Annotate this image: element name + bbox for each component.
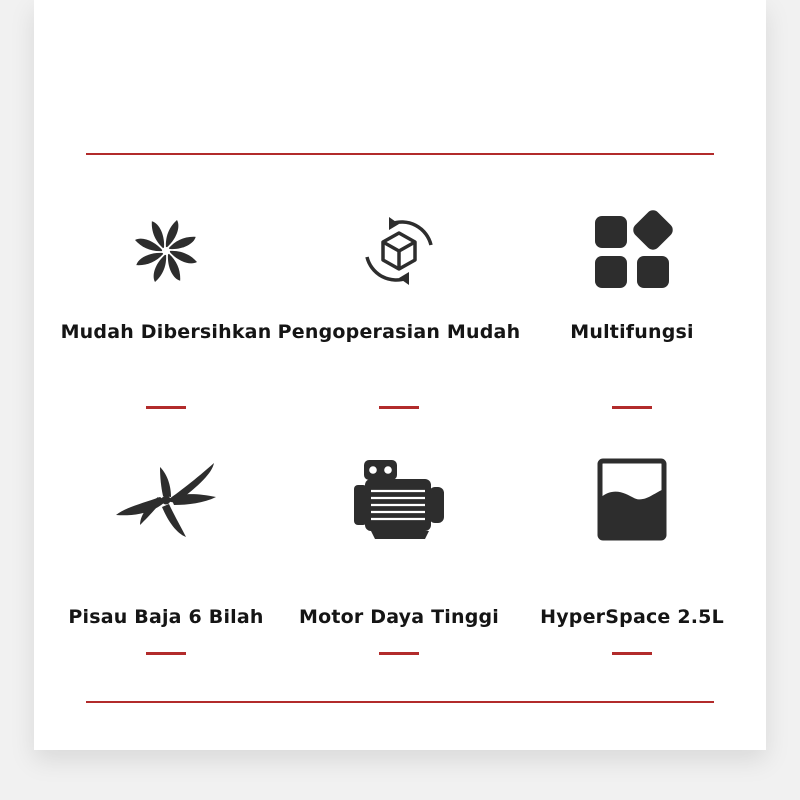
top-divider [86, 153, 714, 155]
grid-tiles-icon [582, 201, 682, 301]
accent-dash [379, 652, 419, 655]
bottom-divider [86, 701, 714, 703]
cube-rotate-icon [349, 201, 449, 301]
feature-label: Pengoperasian Mudah [277, 321, 521, 343]
feature-label: Motor Daya Tinggi [298, 606, 500, 628]
feature-label: HyperSpace 2.5L [540, 606, 724, 628]
pinwheel-icon [116, 201, 216, 301]
cropped-heading-fragment [304, 0, 554, 2]
accent-dash [612, 652, 652, 655]
feature-label: Pisau Baja 6 Bilah [68, 606, 264, 628]
accent-dash [146, 406, 186, 409]
accent-dash [612, 406, 652, 409]
feature-label: Mudah Dibersihkan [60, 321, 272, 343]
blade-icon [116, 449, 216, 549]
accent-dash [146, 652, 186, 655]
feature-card [34, 0, 766, 750]
accent-dash [379, 406, 419, 409]
feature-label: Multifungsi [570, 321, 694, 343]
motor-icon [349, 449, 449, 549]
container-icon [582, 449, 682, 549]
